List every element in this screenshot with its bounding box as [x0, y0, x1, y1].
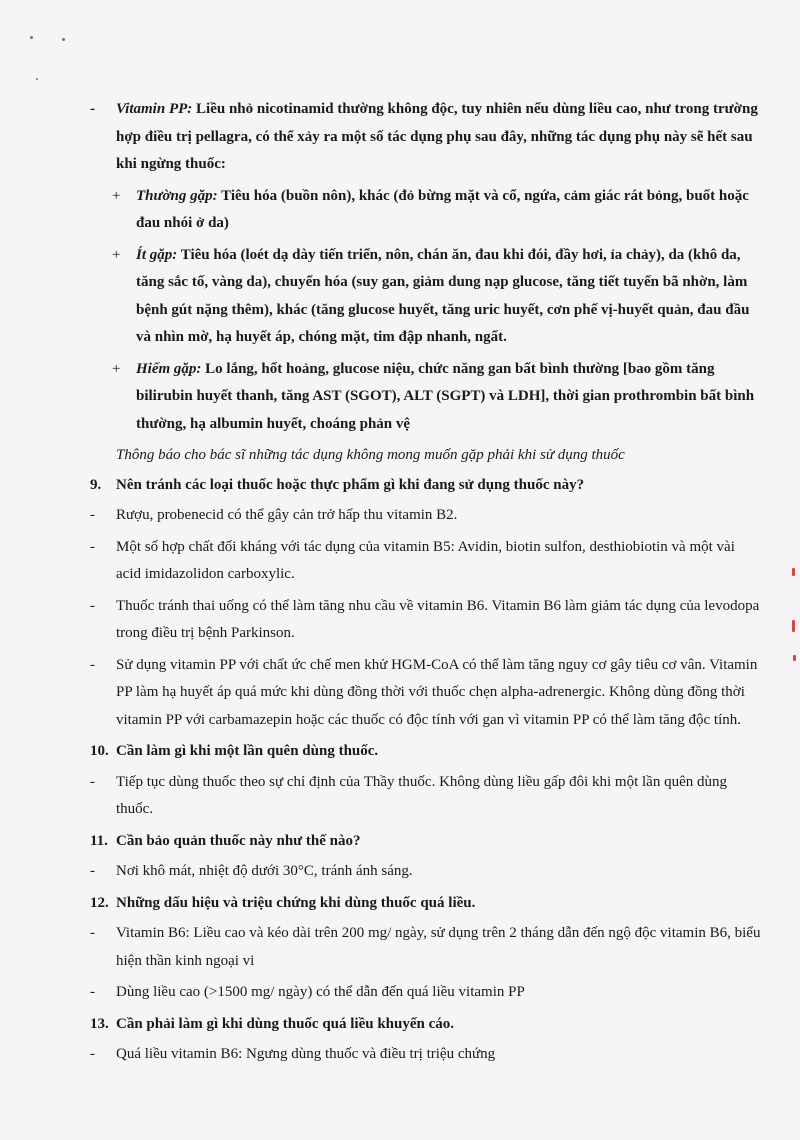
- vitamin-pp-text: Liều nhỏ nicotinamid thường không độc, tuy nhiên nếu dùng liều cao, như trong trường hợp điều trị pellagra, có thể xảy ra một số tác dụng phụ sau đây, những tác dụng phụ này sẽ hết sau khi ngừng thuốc:: [116, 101, 758, 172]
- section-heading-12: [90, 890, 762, 918]
- bullet-dash: -: [90, 656, 95, 673]
- list-item-text: Rượu, probenecid có thể gây cản trở hấp thu vitamin B2.: [116, 507, 458, 523]
- section-number: 13.: [90, 1015, 109, 1032]
- side-effect-label: Hiếm gặp:: [136, 360, 202, 377]
- list-item-text: Một số hợp chất đối kháng với tác dụng của vitamin B5: Avidin, biotin sulfon, desthiobiotin và một vài acid imidazolidon carboxylic.: [116, 538, 735, 582]
- section-title: Cần làm gì khi một lần quên dùng thuốc.: [116, 743, 379, 759]
- bullet-dash: -: [90, 863, 95, 879]
- side-effect-uncommon: [90, 242, 762, 352]
- section-number: 9.: [90, 476, 102, 493]
- bullet-plus: +: [112, 360, 121, 377]
- list-item: [90, 1041, 762, 1069]
- section-heading-9: [90, 472, 762, 500]
- scan-speck: [30, 36, 33, 39]
- section-title: Những dấu hiệu và triệu chứng khi dùng thuốc quá liều.: [116, 894, 476, 911]
- list-item: [90, 502, 762, 530]
- scan-edge-mark: [793, 655, 796, 661]
- scan-speck: [36, 78, 38, 80]
- vitamin-pp-label: Vitamin PP:: [116, 101, 193, 117]
- section-heading-11: [90, 828, 762, 856]
- bullet-dash: -: [90, 597, 95, 614]
- document-body: [90, 96, 762, 1073]
- scan-edge-mark: [792, 620, 795, 632]
- side-effect-text: Tiêu hóa (loét dạ dày tiến triển, nôn, chán ăn, đau khi đói, đầy hơi, ỉa chảy), da (khô da, tăng sắc tố, vàng da), chuyển hóa (suy gan, giảm dung nạp glucose, tăng tiết tuyến bã nhờn, làm bệnh gút nặng thêm), khác (tăng glucose huyết, tăng uric huyết, cơn phế vị-huyết quản, đau đầu và nhìn mờ, hạ huyết áp, chóng mặt, tim đập nhanh, ngất.: [136, 246, 750, 345]
- bullet-dash: -: [90, 925, 95, 941]
- section-heading-10: [90, 738, 762, 766]
- bullet-dash: -: [90, 773, 95, 790]
- bullet-dash: -: [90, 1046, 95, 1062]
- list-item: [90, 652, 762, 735]
- section-number: 12.: [90, 894, 109, 911]
- bullet-dash: -: [90, 984, 95, 1000]
- section-title: Cần bảo quản thuốc này như thế nào?: [116, 832, 361, 849]
- side-effect-rare: [90, 356, 762, 439]
- bullet-dash: -: [90, 538, 95, 555]
- section-number: 10.: [90, 743, 109, 759]
- scan-speck: [62, 38, 65, 41]
- list-item: [90, 534, 762, 589]
- doctor-notice: Thông báo cho bác sĩ những tác dụng không mong muốn gặp phải khi sử dụng thuốc: [116, 447, 625, 463]
- list-item-text: Vitamin B6: Liều cao và kéo dài trên 200 mg/ ngày, sử dụng trên 2 tháng dẫn đến ngộ độc vitamin B6, biểu hiện thần kinh ngoại vi: [116, 925, 761, 969]
- list-item-text: Tiếp tục dùng thuốc theo sự chỉ định của Thầy thuốc. Không dùng liều gấp đôi khi một lần quên dùng thuốc.: [116, 773, 727, 817]
- bullet-plus: +: [112, 187, 121, 204]
- bullet-dash: -: [90, 507, 95, 523]
- list-item: [90, 920, 762, 975]
- bullet-plus: +: [112, 246, 121, 263]
- list-item-text: Nơi khô mát, nhiệt độ dưới 30°C, tránh ánh sáng.: [116, 863, 413, 879]
- list-item-text: Dùng liều cao (>1500 mg/ ngày) có thể dẫn đến quá liều vitamin PP: [116, 984, 525, 1000]
- list-item: [90, 593, 762, 648]
- scan-edge-mark: [792, 568, 795, 576]
- side-effect-common: [90, 183, 762, 238]
- list-item: [90, 769, 762, 824]
- list-item-text: Thuốc tránh thai uống có thể làm tăng nhu cầu về vitamin B6. Vitamin B6 làm giảm tác dụng của levodopa trong điều trị bệnh Parkinson.: [116, 597, 760, 641]
- vitamin-pp-paragraph: [90, 96, 762, 179]
- section-title: Nên tránh các loại thuốc hoặc thực phẩm gì khi đang sử dụng thuốc này?: [116, 476, 585, 493]
- list-item-text: Quá liều vitamin B6: Ngưng dùng thuốc và điều trị triệu chứng: [116, 1046, 496, 1062]
- side-effect-text: Lo lắng, hốt hoảng, glucose niệu, chức năng gan bất bình thường [bao gồm tăng bilirubin huyết thanh, tăng AST (SGOT), ALT (SGPT) và LDH], thời gian prothrombin bất bình thường, hạ albumin huyết, choáng phản vệ: [136, 360, 755, 432]
- section-heading-13: [90, 1011, 762, 1039]
- side-effect-label: Ít gặp:: [136, 246, 178, 263]
- section-title: Cần phải làm gì khi dùng thuốc quá liều khuyến cáo.: [116, 1015, 455, 1032]
- side-effect-label: Thường gặp:: [136, 187, 218, 204]
- list-item: [90, 858, 762, 886]
- list-item-text: Sử dụng vitamin PP với chất ức chế men khử HGM-CoA có thể làm tăng nguy cơ gây tiêu cơ vân. Vitamin PP làm hạ huyết áp quá mức khi dùng đồng thời với thuốc chẹn alpha-adrenergic. Không dùng đồng thời vitamin PP với carbamazepin hoặc các thuốc có độc tính với gan vì vitamin PP có thể làm tăng độc tính.: [116, 656, 758, 728]
- list-item: [90, 979, 762, 1007]
- side-effect-text: Tiêu hóa (buồn nôn), khác (đỏ bừng mặt và cổ, ngứa, cảm giác rát bỏng, buốt hoặc đau nhói ở da): [136, 187, 749, 231]
- bullet-dash: -: [90, 101, 95, 117]
- section-number: 11.: [90, 832, 108, 849]
